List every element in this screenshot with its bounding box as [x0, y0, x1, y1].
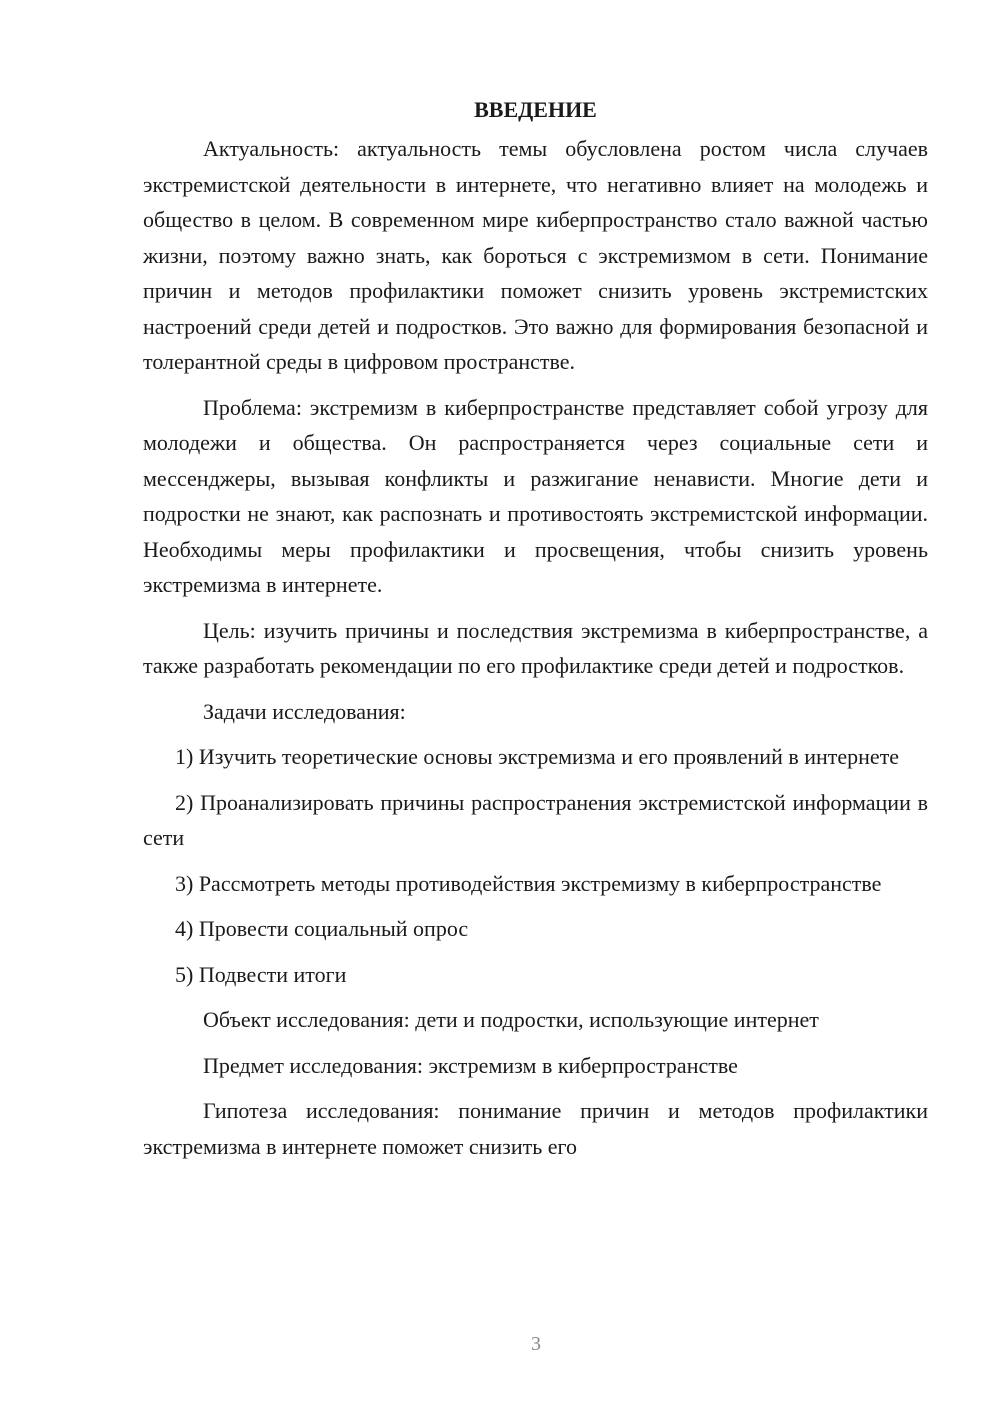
tasks-heading: Задачи исследования:	[203, 698, 406, 724]
research-hypothesis: Гипотеза исследования: понимание причин и методов профилактики экстремизма в интернете поможет снизить его	[143, 1098, 928, 1159]
task-item: 1) Изучить теоретические основы экстремизма и его проявлений в интернете	[175, 744, 900, 769]
research-subject: Предмет исследования: экстремизм в киберпространстве	[203, 1052, 738, 1078]
task-item: 3) Рассмотреть методы противодействия экстремизму в киберпространстве	[175, 870, 882, 896]
research-object: Объект исследования: дети и подростки, использующие интернет	[203, 1007, 819, 1032]
relevance-paragraph: Актуальность: актуальность темы обусловлена ростом числа случаев экстремистской деятельности в интернете, что негативно влияет на молодежь и общество в целом. В современном мире киберпространство стало важной частью жизни, поэтому важно знать, как бороться с экстремизмом в сети. Понимание причин и методов профилактики поможет снизить уровень экстремистских настроений среди детей и подростков. Это важно для формирования безопасной и толерантной среды в цифровом пространстве.	[143, 136, 928, 374]
page-number: 3	[531, 1333, 541, 1355]
problem-paragraph: Проблема: экстремизм в киберпространстве представляет собой угрозу для молодежи и общества. Он распространяется через социальные сети и мессенджеры, вызывая конфликты и разжигание ненависти. Многие дети и подростки не знают, как распознать и противостоять экстремистской информации. Необходимы меры профилактики и просвещения, чтобы снизить уровень экстремизма в интернете.	[143, 394, 928, 597]
task-item: 2) Проанализировать причины распространения экстремистской информации в сети	[143, 789, 928, 850]
goal-paragraph: Цель: изучить причины и последствия экстремизма в киберпространстве, а также разработать рекомендации по его профилактике среди детей и подростков.	[143, 617, 928, 678]
page-title: ВВЕДЕНИЕ	[474, 97, 597, 122]
task-item: 5) Подвести итоги	[175, 961, 347, 987]
document-page	[143, 92, 928, 1174]
task-item: 4) Провести социальный опрос	[175, 916, 469, 941]
